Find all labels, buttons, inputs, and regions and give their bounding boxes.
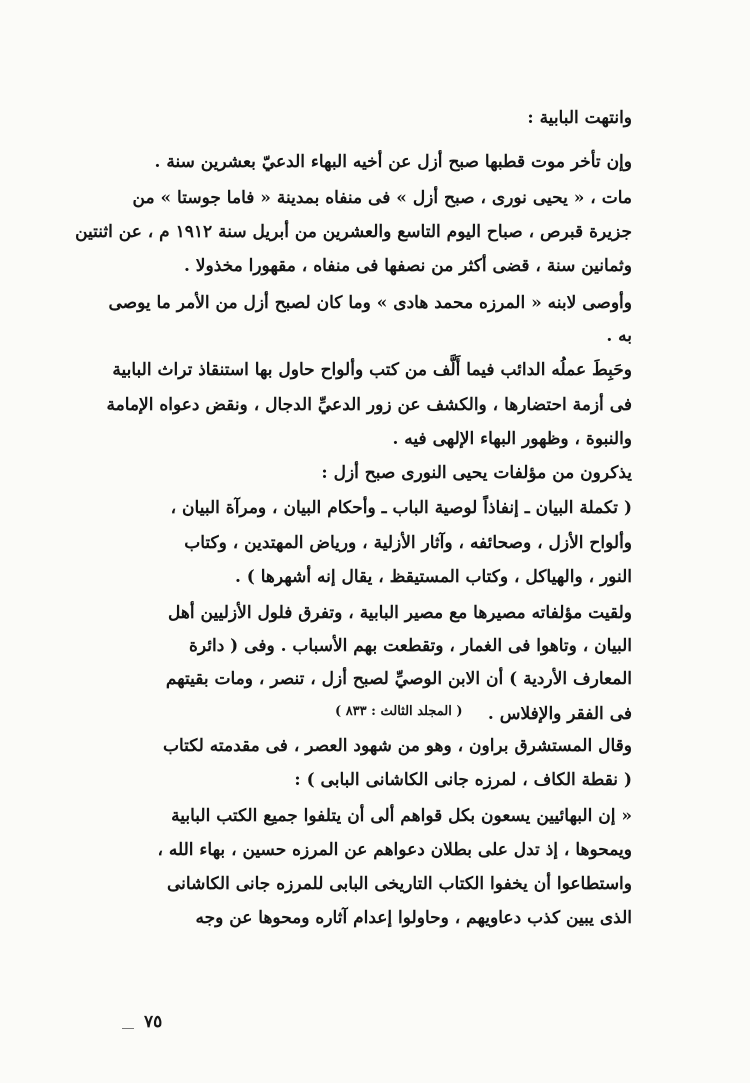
section-heading: وانتهت البابية :	[527, 108, 632, 128]
text-line-18: وقال المستشرق براون ، وهو من شهود العصر ، فى مقدمته لكتاب	[162, 736, 632, 756]
text-line-11: ( تكملة البيان ـ إنفاذاً لوصية الباب ـ وأحكام البيان ، ومرآة البيان ،	[170, 498, 632, 518]
text-line-5: وأوصى لابنه « المرزه محمد هادى » وما كان لصبح أزل من الأمر ما يوصى	[108, 293, 632, 313]
text-line-16: المعارف الأردية ) أن الابن الوصيِّ لصبح أزل ، تنصر ، ومات بقيتهم	[165, 669, 632, 689]
text-line-9: والنبوة ، وظهور البهاء الإلهى فيه .	[392, 429, 632, 449]
text-line-15: البيان ، وتاهوا فى الغمار ، وتقطعت بهم الأسباب . وفى ( دائرة	[188, 636, 632, 656]
text-line-7: وحَبِطَ عملُه الدائب فيما أَلَّف من كتب وألواح حاول بها استنقاذ تراث البابية	[112, 360, 632, 380]
page-mark-divider	[122, 1028, 134, 1029]
reference-note: ( المجلد الثالث : ٨٣٣ )	[335, 704, 463, 719]
text-line-13: النور ، والهياكل ، وكتاب المستيقظ ، يقال إنه أشهرها ) .	[234, 567, 632, 587]
text-line-1: وإن تأخر موت قطبها صبح أزل عن أخيه البهاء الدعيّ بعشرين سنة .	[154, 152, 632, 172]
text-line-14: ولقيت مؤلفاته مصيرها مع مصير البابية ، وتفرق فلول الأزليين أهل	[168, 603, 632, 623]
text-line-20: « إن البهائيين يسعون بكل قواهم ألى أن يتلفوا جميع الكتب البابية	[171, 806, 632, 826]
text-line-10: يذكرون من مؤلفات يحيى النورى صبح أزل :	[321, 463, 632, 483]
text-line-21: ويمحوها ، إذ تدل على بطلان دعواهم عن المرزه حسين ، بهاء الله ،	[157, 840, 632, 860]
text-line-17: فى الفقر والإفلاس .	[487, 704, 632, 724]
text-line-23: الذى يبين كذب دعاويهم ، وحاولوا إعدام آثاره ومحوها عن وجه	[195, 908, 632, 928]
text-line-22: واستطاعوا أن يخفوا الكتاب التاريخى البابى للمرزه جانى الكاشانى	[167, 874, 632, 894]
text-line-19: ( نقطة الكاف ، لمرزه جانى الكاشانى البابى ) :	[294, 770, 632, 790]
text-line-8: فى أزمة احتضارها ، والكشف عن زور الدعيِّ الدجال ، ونقض دعواه الإمامة	[106, 395, 632, 415]
text-line-12: وألواح الأزل ، وصحائفه ، وآثار الأزلية ، ورياض المهتدين ، وكتاب	[184, 533, 632, 553]
text-line-2: مات ، « يحيى نورى ، صبح أزل » فى منفاه بمدينة « فاما جوستا » من	[132, 188, 632, 208]
text-line-4: وثمانين سنة ، قضى أكثر من نصفها فى منفاه ، مقهورا مخذولا .	[183, 256, 632, 276]
page-number: ٧٥	[144, 1012, 163, 1032]
text-line-6: به .	[606, 326, 632, 346]
text-line-3: جزيرة قبرص ، صباح اليوم التاسع والعشرين من أبريل سنة ١٩١٢ م ، عن اثنتين	[75, 222, 632, 242]
